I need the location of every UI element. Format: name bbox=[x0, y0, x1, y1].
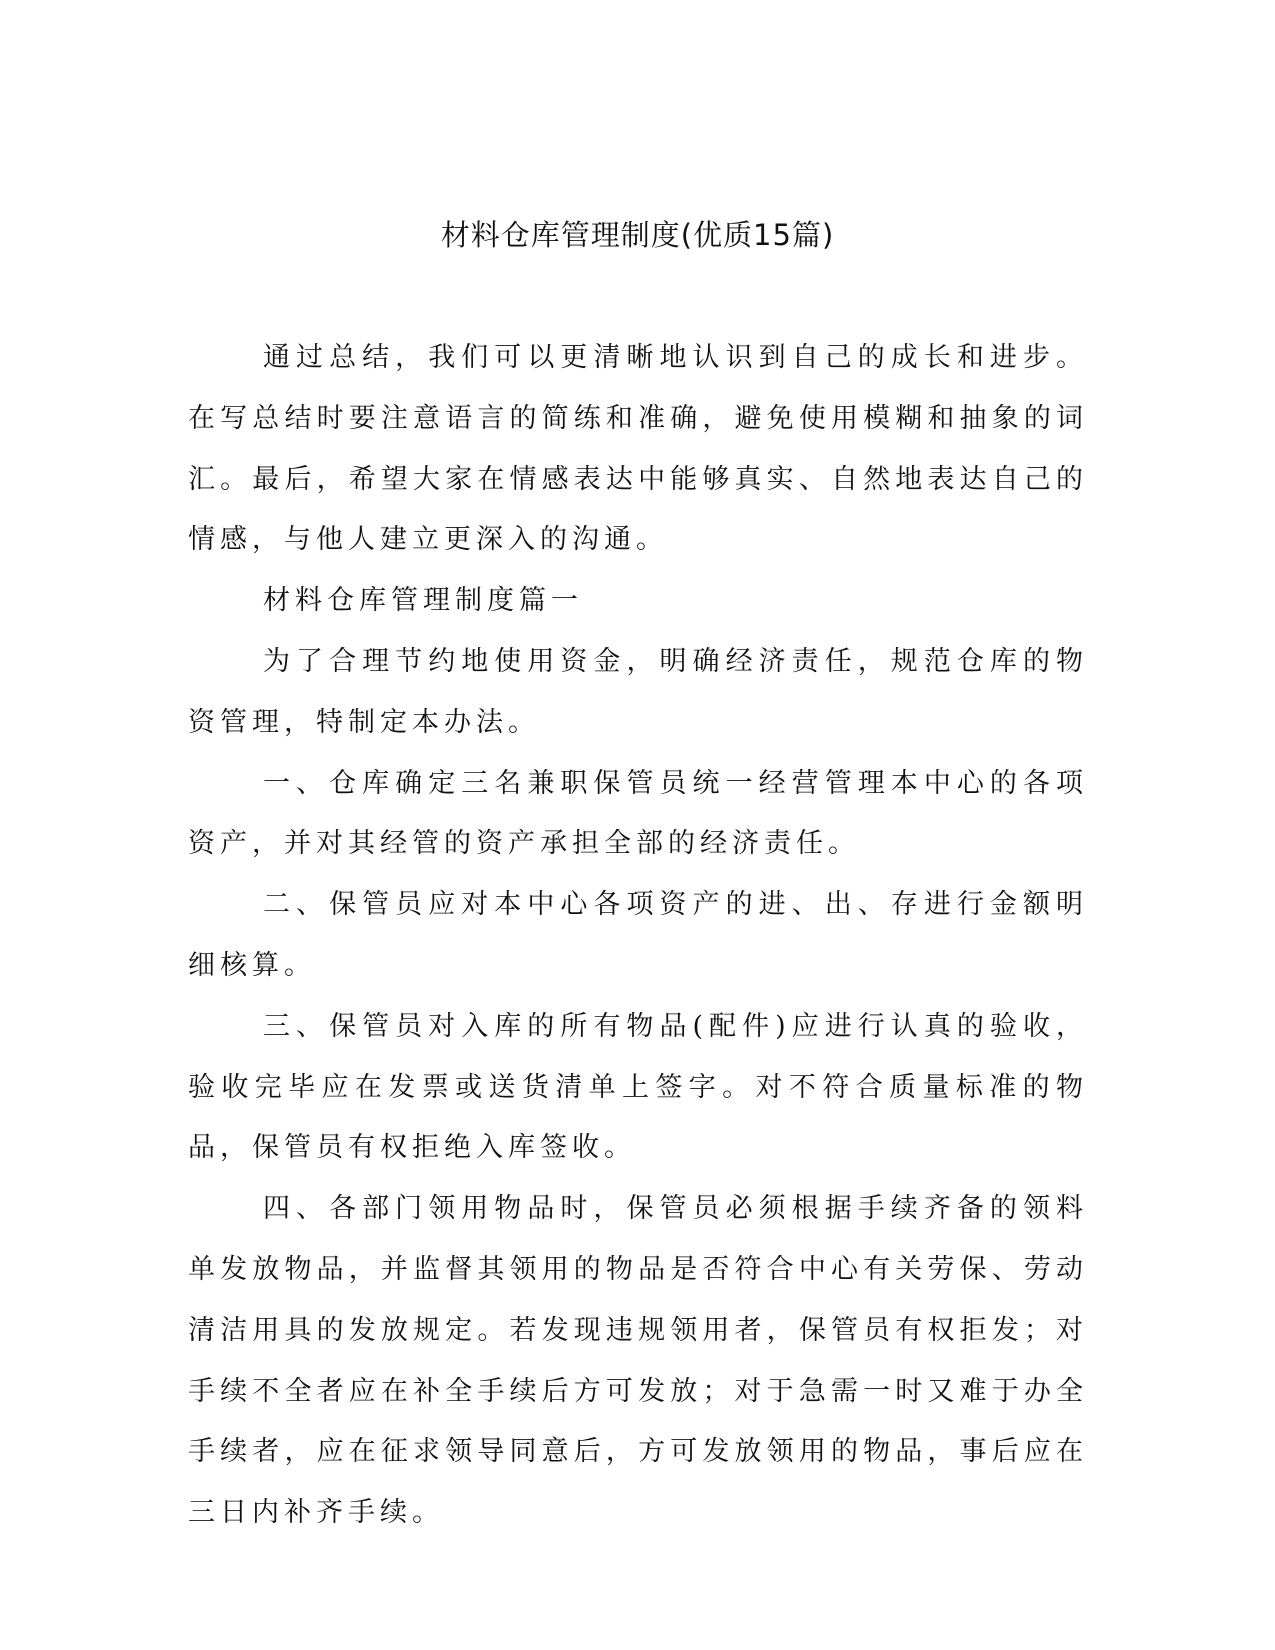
document-body bbox=[188, 328, 1088, 1544]
paragraph-intro: 通过总结，我们可以更清晰地认识到自己的成长和进步。在写总结时要注意语言的简练和准确，避免使用模糊和抽象的词汇。最后，希望大家在情感表达中能够真实、自然地表达自己的情感，与他人建立更深入的沟通。 bbox=[188, 342, 1088, 556]
paragraph-purpose: 为了合理节约地使用资金，明确经济责任，规范仓库的物资管理，特制定本办法。 bbox=[188, 645, 1088, 738]
clause-3: 三、保管员对入库的所有物品(配件)应进行认真的验收，验收完毕应在发票或送货清单上签字。对不符合质量标准的物品，保管员有权拒绝入库签收。 bbox=[188, 1010, 1088, 1164]
clause-4: 四、各部门领用物品时，保管员必须根据手续齐备的领料单发放物品，并监督其领用的物品是否符合中心有关劳保、劳动清洁用具的发放规定。若发现违规领用者，保管员有权拒发；对手续不全者应在补全手续后方可发放；对于急需一时又难于办全手续者，应在征求领导同意后，方可发放领用的物品，事后应在三日内补齐手续。 bbox=[188, 1193, 1088, 1529]
document-title: 材料仓库管理制度(优质15篇) bbox=[440, 218, 835, 252]
section-heading: 材料仓库管理制度篇一 bbox=[263, 585, 583, 617]
clause-2: 二、保管员应对本中心各项资产的进、出、存进行金额明细核算。 bbox=[188, 889, 1088, 981]
clause-1: 一、仓库确定三名兼职保管员统一经营管理本中心的各项资产，并对其经管的资产承担全部的经济责任。 bbox=[188, 767, 1088, 860]
